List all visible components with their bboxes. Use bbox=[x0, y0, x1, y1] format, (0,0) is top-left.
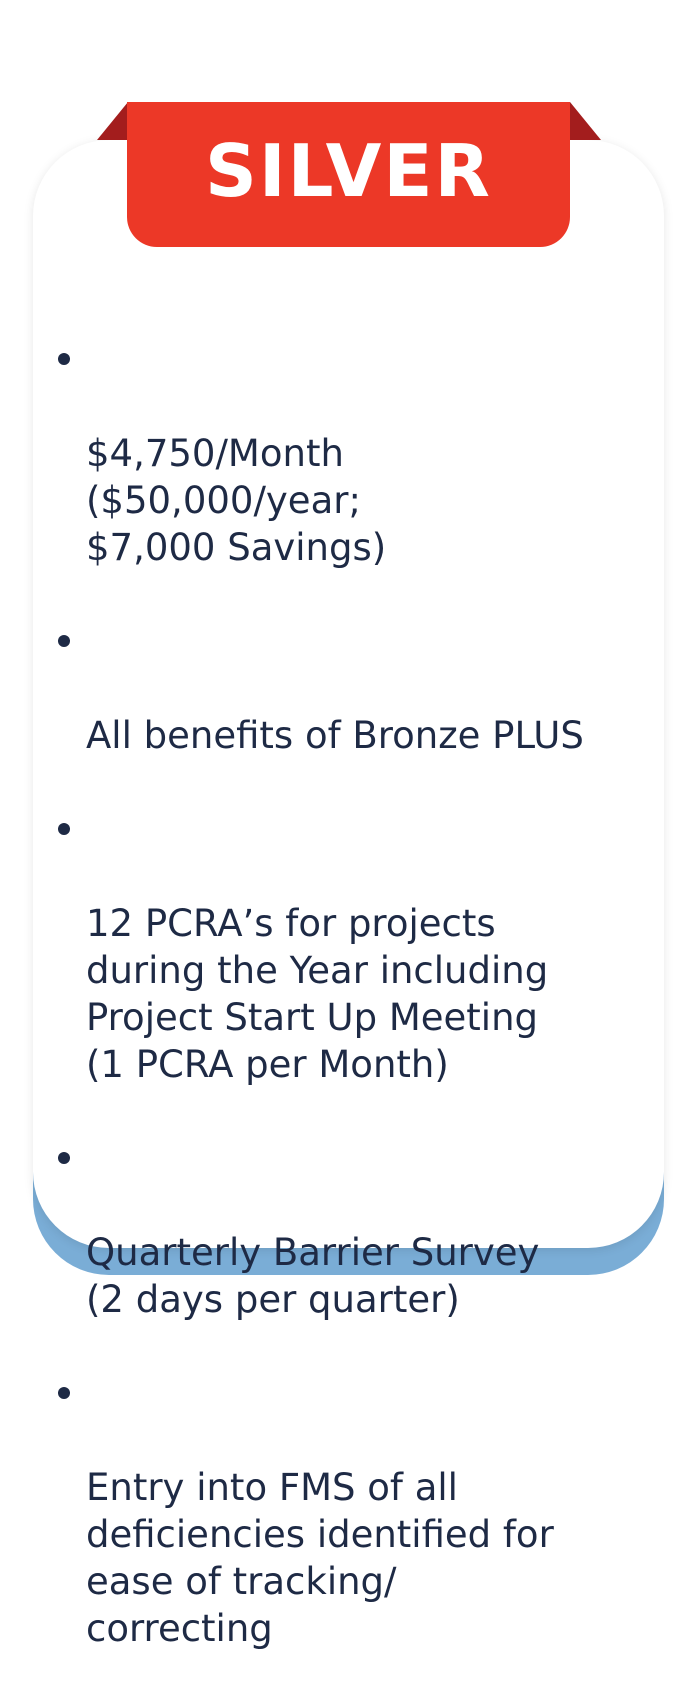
benefit-item bbox=[55, 618, 645, 759]
bullet-icon bbox=[58, 353, 70, 365]
ribbon-fold-left bbox=[97, 102, 128, 140]
benefit-text: Quarterly Barrier Survey (2 days per quarter) bbox=[86, 1231, 540, 1321]
benefit-item bbox=[55, 1370, 645, 1652]
benefit-text: Entry into FMS of all deficiencies identified for ease of tracking/ correcting bbox=[86, 1466, 554, 1650]
benefit-item bbox=[55, 336, 645, 571]
bullet-icon bbox=[58, 1387, 70, 1399]
bullet-icon bbox=[58, 1152, 70, 1164]
benefit-text: 12 PCRA’s for projects during the Year including Project Start Up Meeting (1 PCRA per Month) bbox=[86, 902, 549, 1086]
ribbon-fold-right bbox=[570, 102, 601, 140]
bullet-icon bbox=[58, 823, 70, 835]
benefit-item bbox=[55, 1135, 645, 1323]
benefit-text: $4,750/Month ($50,000/year; $7,000 Savings) bbox=[86, 432, 387, 569]
benefit-list bbox=[55, 336, 645, 1699]
benefit-item bbox=[55, 806, 645, 1088]
benefit-text: All benefits of Bronze PLUS bbox=[86, 714, 584, 757]
plan-title: SILVER bbox=[205, 128, 492, 213]
plan-title-banner bbox=[127, 102, 570, 247]
bullet-icon bbox=[58, 635, 70, 647]
